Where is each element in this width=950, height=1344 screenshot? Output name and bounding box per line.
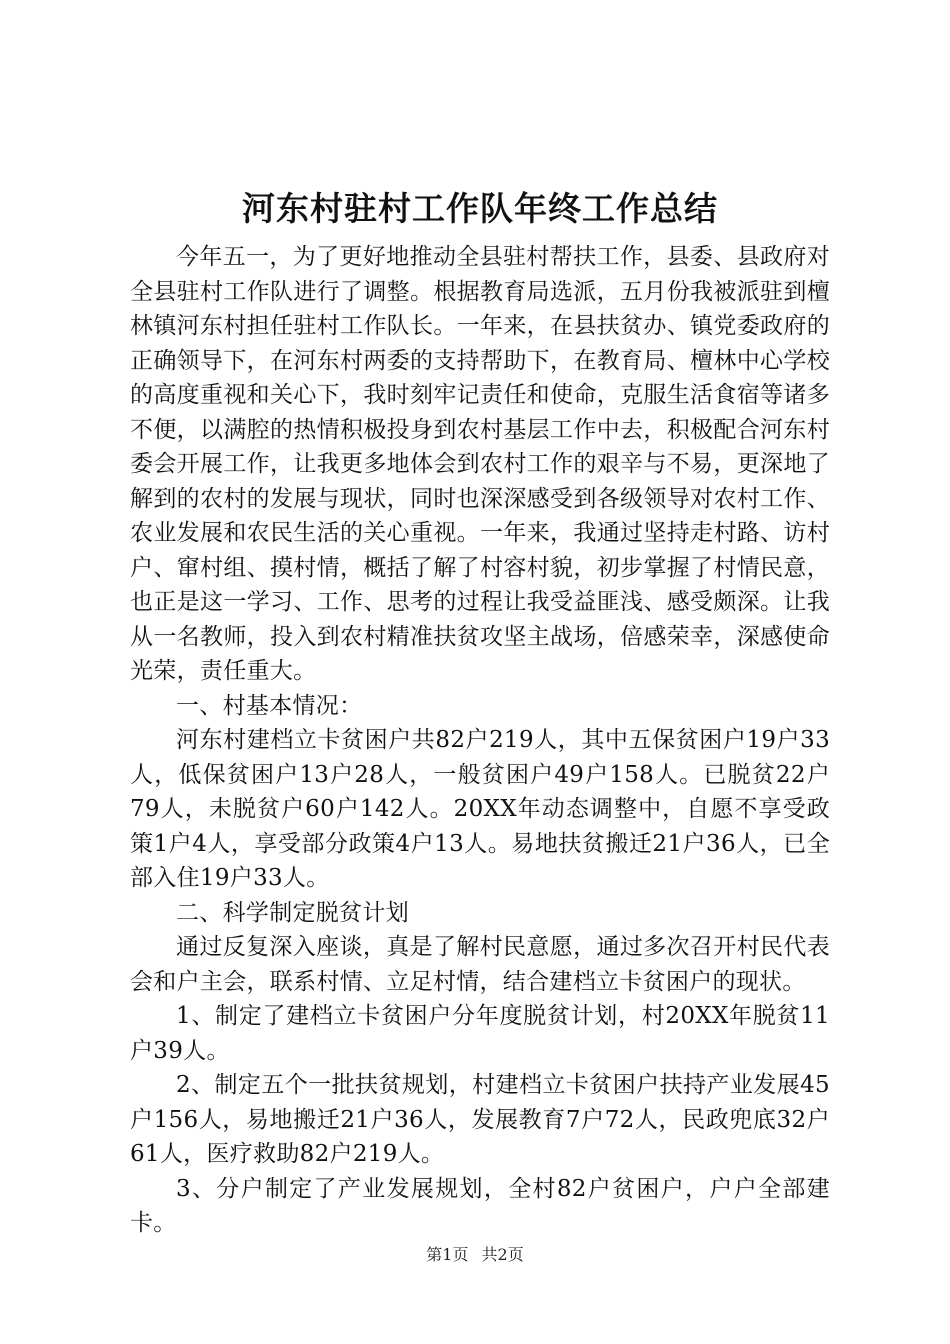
paragraph-village-basics: 河东村建档立卡贫困户共82户219人，其中五保贫困户19户33人，低保贫困户13户28人，一般贫困户49户158人。已脱贫22户79人，未脱贫户60户142人。20XX年动态调整中，自愿不享受政策1户4人，享受部分政策4户13人。易地扶贫搬迁21户36人，已全部入住19户33人。 [130, 727, 830, 891]
page-number: 第1页 [426, 1245, 469, 1264]
heading-village-basics: 一、村基本情况： [176, 692, 363, 719]
document-title: 河东村驻村工作队年终工作总结 [242, 189, 718, 228]
list-item-plan-2: 2、制定五个一批扶贫规划，村建档立卡贫困户扶持产业发展45户156人，易地搬迁21户36人，发展教育7户72人，民政兜底32户61人，医疗救助82户219人。 [130, 1072, 830, 1167]
paragraph-poverty-plan: 通过反复深入座谈，真是了解村民意愿，通过多次召开村民代表会和户主会，联系村情、立足村情，结合建档立卡贫困户的现状。 [130, 934, 830, 995]
paragraph-intro: 今年五一，为了更好地推动全县驻村帮扶工作，县委、县政府对全县驻村工作队进行了调整。根据教育局选派，五月份我被派驻到檀林镇河东村担任驻村工作队长。一年来，在县扶贫办、镇党委政府的正确领导下，在河东村两委的支持帮助下，在教育局、檀林中心学校的高度重视和关心下，我时刻牢记责任和使命，克服生活食宿等诸多不便，以满腔的热情积极投身到农村基层工作中去，积极配合河东村委会开展工作，让我更多地体会到农村工作的艰辛与不易，更深地了解到的农村的发展与现状，同时也深深感受到各级领导对农村工作、农业发展和农民生活的关心重视。一年来，我通过坚持走村路、访村户、窜村组、摸村情，概括了解了村容村貌，初步掌握了村情民意，也正是这一学习、工作、思考的过程让我受益匪浅、感受颇深。让我从一名教师，投入到农村精准扶贫攻坚主战场，倍感荣幸，深感使命光荣，责任重大。 [130, 244, 830, 684]
heading-poverty-plan: 二、科学制定脱贫计划 [176, 899, 409, 926]
list-item-plan-3: 3、分户制定了产业发展规划，全村82户贫困户，户户全部建卡。 [130, 1175, 830, 1236]
document-body [130, 240, 830, 1241]
page-total: 共2页 [481, 1245, 524, 1264]
list-item-plan-1: 1、制定了建档立卡贫困户分年度脱贫计划，村20XX年脱贫11户39人。 [130, 1003, 830, 1064]
page-footer [0, 1243, 950, 1267]
